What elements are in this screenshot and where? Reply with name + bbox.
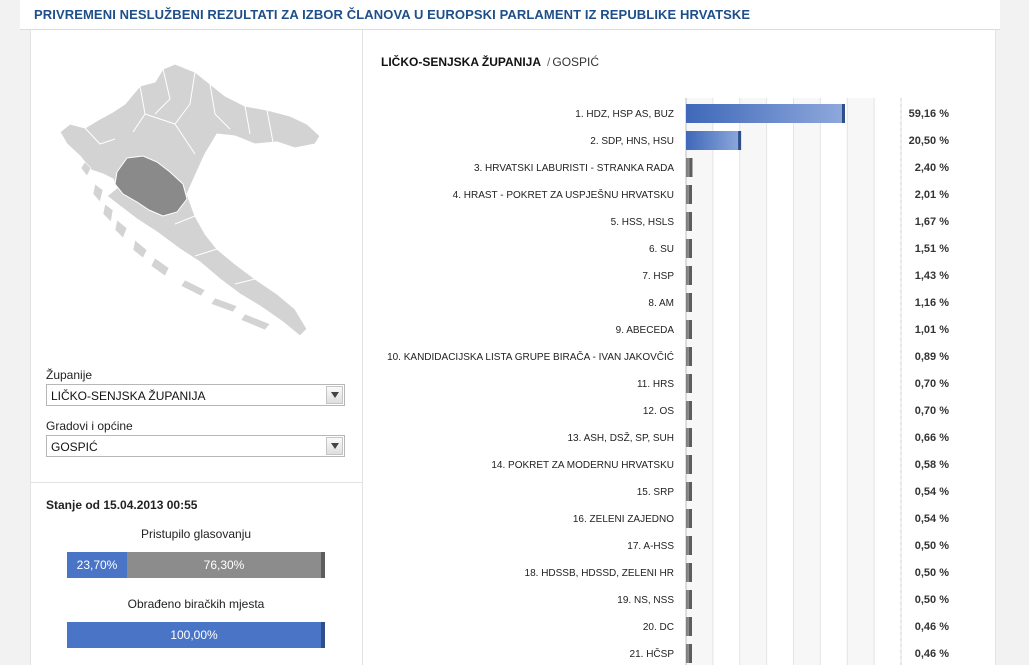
breadcrumb-city: GOSPIĆ	[552, 55, 600, 69]
page-title: PRIVREMENI NESLUŽBENI REZULTATI ZA IZBOR ČLANOVA U EUROPSKI PARLAMENT IZ REPUBLIKE HRVATSKE	[34, 7, 751, 22]
chart-category-label: 13. ASH, DSŽ, SP, SUH	[567, 433, 674, 444]
chart-category-label: 7. HSP	[642, 271, 674, 282]
chart-bar-end	[689, 185, 692, 204]
turnout-voted-segment: 23,70%	[67, 552, 127, 578]
county-label: Županije	[46, 368, 93, 382]
chart-category-label: 10. KANDIDACIJSKA LISTA GRUPE BIRAČA - IVAN JAKOVČIĆ	[387, 352, 674, 363]
chart-category-label: 15. SRP	[636, 487, 674, 498]
chart-bar-end	[689, 536, 692, 555]
chart-value-label: 20,50 %	[908, 135, 949, 147]
chart-grid-stripe	[794, 98, 821, 665]
chart-bar-end	[689, 266, 692, 285]
chart-value-label: 2,40 %	[914, 162, 949, 174]
chart-value-label: 1,51 %	[914, 243, 949, 255]
chart-category-label: 8. AM	[648, 298, 674, 309]
chart-category-label: 19. NS, NSS	[617, 595, 674, 606]
chart-bar-end	[689, 509, 692, 528]
chart-value-label: 0,50 %	[914, 540, 949, 552]
city-label: Gradovi i općine	[46, 419, 133, 433]
processed-label: Obrađeno biračkih mjesta	[127, 597, 265, 611]
results-chart	[31, 30, 997, 665]
chart-value-label: 0,50 %	[914, 567, 949, 579]
chart-category-label: 17. A-HSS	[627, 541, 674, 552]
chart-value-label: 0,50 %	[914, 594, 949, 606]
chart-value-label: 0,70 %	[914, 405, 949, 417]
header-bar	[20, 0, 1000, 30]
chart-value-label: 0,54 %	[914, 486, 949, 498]
chart-value-label: 0,46 %	[914, 621, 949, 633]
chart-value-label: 0,66 %	[914, 432, 949, 444]
chart-category-label: 18. HDSSB, HDSSD, ZELENI HR	[524, 568, 674, 579]
chart-bar-end	[689, 644, 692, 663]
breadcrumb-region[interactable]: LIČKO-SENJSKA ŽUPANIJA	[381, 55, 542, 69]
chart-value-label: 59,16 %	[908, 108, 949, 120]
chart-grid-stripe	[847, 98, 874, 665]
chart-bar-end	[689, 158, 692, 177]
chart-bar-end	[689, 428, 692, 447]
chart-bar-end	[689, 482, 692, 501]
chart-value-label: 0,46 %	[914, 648, 949, 660]
chart-bar-end	[842, 104, 845, 123]
chart-category-label: 5. HSS, HSLS	[610, 217, 674, 228]
chart-category-label: 14. POKRET ZA MODERNU HRVATSKU	[491, 460, 674, 471]
chart-value-label: 1,67 %	[914, 216, 949, 228]
chart-bar-end	[689, 239, 692, 258]
chart-category-label: 9. ABECEDA	[615, 325, 674, 336]
chart-value-label: 1,01 %	[914, 324, 949, 336]
chart-bar-end	[689, 212, 692, 231]
chart-bar	[686, 131, 741, 150]
chart-value-label: 2,01 %	[914, 189, 949, 201]
chart-category-label: 6. SU	[648, 244, 674, 255]
chart-bar-end	[689, 401, 692, 420]
chart-category-label: 16. ZELENI ZAJEDNO	[572, 514, 674, 525]
chart-bar-end	[738, 131, 741, 150]
chart-value-label: 0,89 %	[914, 351, 949, 363]
chart-category-label: 3. HRVATSKI LABURISTI - STRANKA RADA	[473, 163, 674, 174]
turnout-not-voted-segment: 76,30%	[127, 552, 321, 578]
chart-bar-end	[689, 293, 692, 312]
chart-category-label: 20. DC	[642, 622, 674, 633]
status-title: Stanje od 15.04.2013 00:55	[46, 498, 198, 512]
chart-value-label: 1,43 %	[914, 270, 949, 282]
results-panel	[30, 30, 996, 665]
chart-category-label: 21. HČSP	[629, 649, 674, 660]
chart-value-label: 1,16 %	[914, 297, 949, 309]
chart-category-label: 4. HRAST - POKRET ZA USPJEŠNU HRVATSKU	[452, 190, 674, 201]
chart-bar	[686, 104, 845, 123]
chart-bar-end	[689, 374, 692, 393]
chart-category-label: 11. HRS	[636, 379, 674, 390]
turnout-label: Pristupilo glasovanju	[140, 527, 252, 541]
chart-value-label: 0,54 %	[914, 513, 949, 525]
chart-bar-end	[689, 347, 692, 366]
chart-bar-end	[689, 563, 692, 582]
processed-segment: 100,00%	[67, 622, 321, 648]
breadcrumb-separator: /	[547, 55, 551, 69]
county-select-value: LIČKO-SENJSKA ŽUPANIJA	[51, 389, 206, 403]
chart-bar-end	[689, 455, 692, 474]
city-select-value: GOSPIĆ	[51, 440, 98, 454]
chart-bar-end	[689, 320, 692, 339]
chart-category-label: 12. OS	[642, 406, 674, 417]
chart-category-label: 1. HDZ, HSP AS, BUZ	[575, 109, 674, 120]
chart-value-label: 0,70 %	[914, 378, 949, 390]
chart-value-label: 0,58 %	[914, 459, 949, 471]
chart-category-label: 2. SDP, HNS, HSU	[590, 136, 674, 147]
chart-bar-end	[689, 617, 692, 636]
chart-grid-stripe	[740, 98, 767, 665]
chart-bar-end	[689, 590, 692, 609]
